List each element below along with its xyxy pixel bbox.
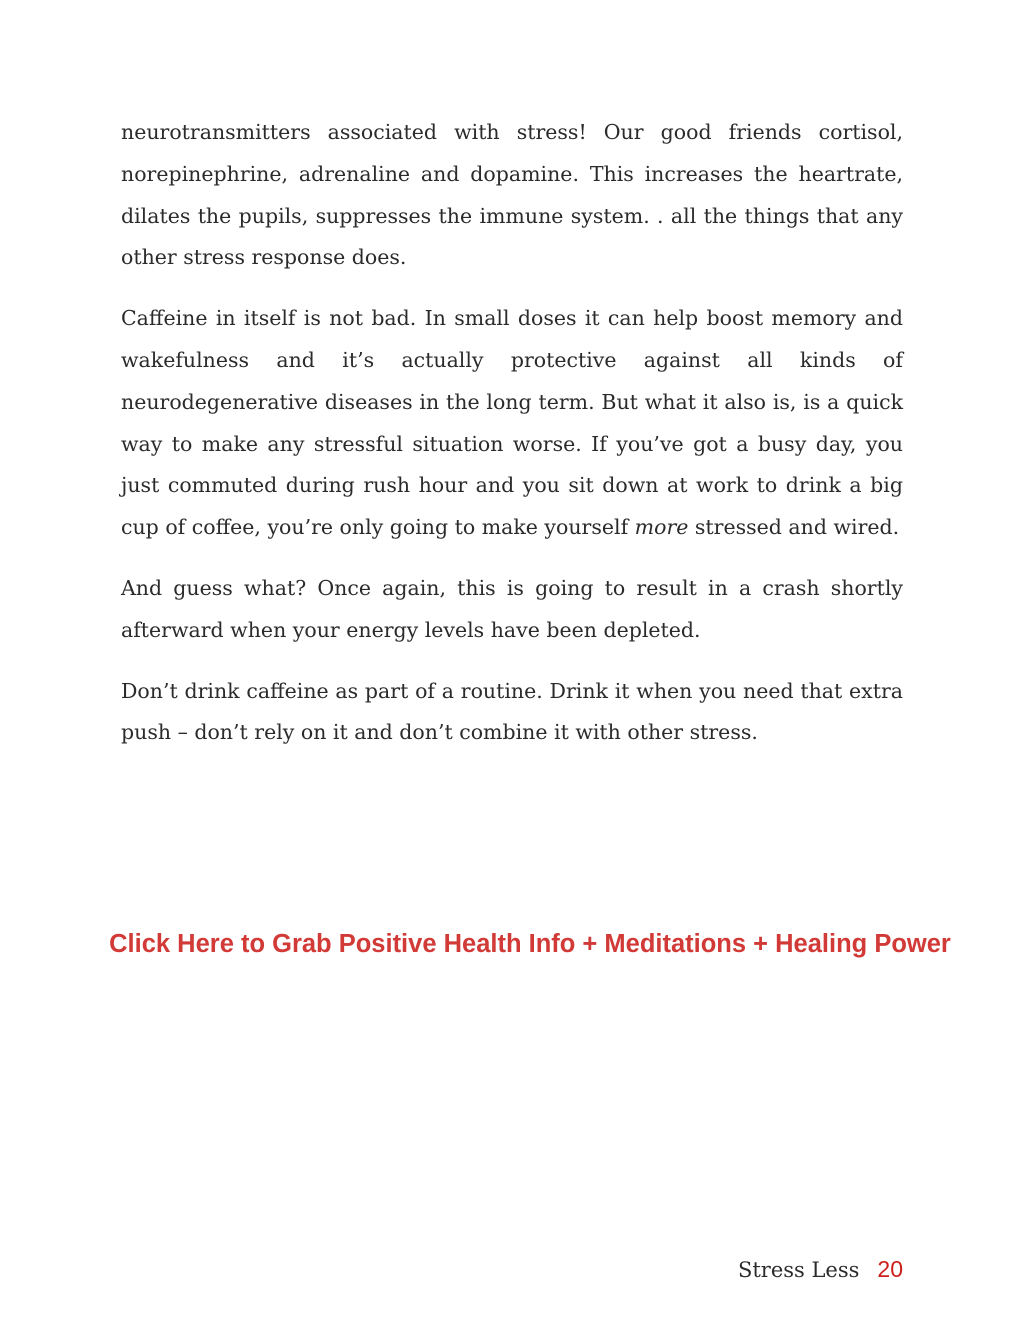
body-text [121, 112, 903, 773]
emphasis-more: more [634, 515, 689, 540]
paragraph-crash: And guess what? Once again, this is going to result in a crash shortly afterward when your energy levels have been depleted. [121, 575, 903, 642]
paragraph-caffeine-effects [121, 298, 903, 549]
page-number: 20 [877, 1256, 903, 1282]
paragraph-caffeine-text-end: stressed and wired. [688, 515, 900, 540]
paragraph-routine-advice: Don’t drink caffeine as part of a routine. Drink it when you need that extra push – don’t rely on it and don’t combine it with other stress. [121, 678, 903, 745]
paragraph-caffeine-text: Caffeine in itself is not bad. In small doses it can help boost memory and wakefulness and it’s actually protective against all kinds of neurodegenerative diseases in the long term. But what it also is, is a quick way to make any stressful situation worse. If you’ve got a busy day, you just commuted during rush hour and you sit down at work to drink a big cup of coffee, you’re only going to make yourself [121, 306, 903, 540]
paragraph-stress-hormones: neurotransmitters associated with stress! Our good friends cortisol, norepinephrine, adrenaline and dopamine. This increases the heartrate, dilates the pupils, suppresses the immune system. . all the things that any other stress response does. [121, 120, 903, 270]
cta-link[interactable]: Click Here to Grab Positive Health Info + Meditations + Healing Power [109, 930, 951, 958]
footer-book-title: Stress Less [737, 1258, 860, 1282]
page-footer [738, 1256, 903, 1283]
